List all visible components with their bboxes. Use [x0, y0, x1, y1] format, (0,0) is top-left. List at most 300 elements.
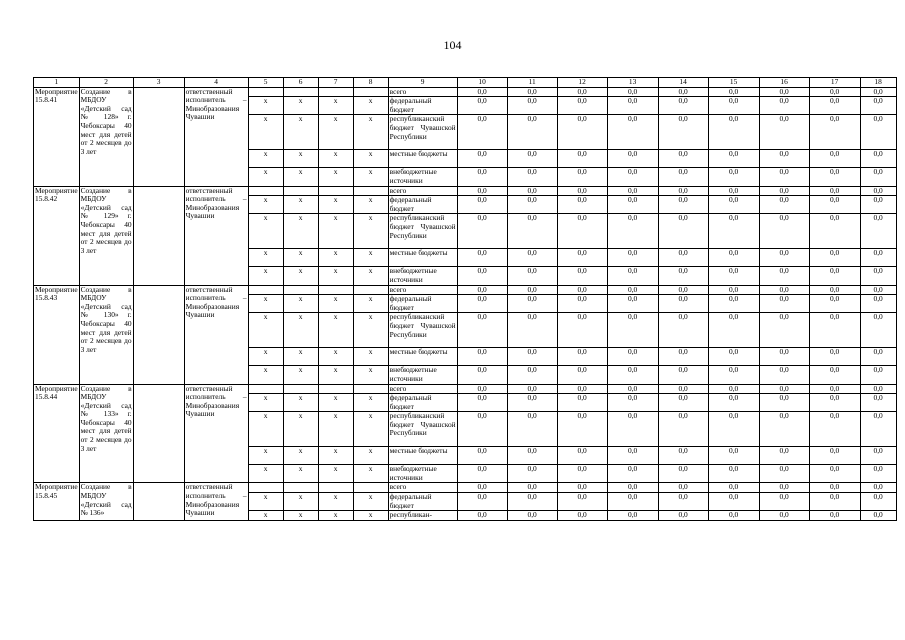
code-cell: х [283, 295, 318, 313]
code-cell: х [318, 493, 353, 511]
amount-cell: 0,0 [708, 394, 759, 412]
amount-cell: 0,0 [557, 97, 607, 115]
code-cell: х [318, 267, 353, 285]
code-cell: х [283, 348, 318, 366]
amount-cell: 0,0 [658, 168, 708, 186]
amount-cell: 0,0 [658, 115, 708, 150]
amount-cell: 0,0 [860, 465, 896, 483]
amount-cell: 0,0 [507, 214, 557, 249]
code-cell: х [248, 366, 283, 384]
amount-cell: 0,0 [457, 97, 507, 115]
amount-cell: 0,0 [759, 313, 809, 348]
amount-cell: 0,0 [860, 249, 896, 267]
code-cell: х [318, 412, 353, 447]
amount-cell: 0,0 [607, 465, 658, 483]
column-number-row [34, 78, 897, 88]
amount-cell: 0,0 [457, 313, 507, 348]
amount-cell: 0,0 [457, 366, 507, 384]
measure-name: Создание в МБДОУ «Детский сад № 130» г. Чебоксары 40 мест для детей от 2 месяцев до 3 лет [79, 285, 133, 384]
empty-cell [283, 87, 318, 97]
column-number: 1 [34, 78, 80, 88]
funding-source: местные бюджеты [388, 249, 457, 267]
amount-cell: 0,0 [809, 295, 860, 313]
amount-cell: 0,0 [860, 511, 896, 521]
amount-cell: 0,0 [507, 483, 557, 493]
empty-cell [318, 384, 353, 394]
table-row [34, 384, 897, 394]
code-cell: х [248, 493, 283, 511]
amount-cell: 0,0 [557, 366, 607, 384]
code-cell: х [248, 150, 283, 168]
amount-cell: 0,0 [708, 115, 759, 150]
code-cell: х [248, 97, 283, 115]
code-cell: х [353, 115, 388, 150]
measure-code: Мероприятие 15.8.42 [34, 186, 80, 285]
column-number: 9 [388, 78, 457, 88]
amount-cell: 0,0 [557, 285, 607, 295]
amount-cell: 0,0 [860, 295, 896, 313]
column-number: 10 [457, 78, 507, 88]
code-cell: х [353, 267, 388, 285]
amount-cell: 0,0 [860, 150, 896, 168]
amount-cell: 0,0 [607, 186, 658, 196]
empty-cell [283, 384, 318, 394]
code-cell: х [353, 366, 388, 384]
code-cell: х [318, 348, 353, 366]
amount-cell: 0,0 [557, 168, 607, 186]
amount-cell: 0,0 [809, 493, 860, 511]
amount-cell: 0,0 [759, 366, 809, 384]
amount-cell: 0,0 [557, 186, 607, 196]
amount-cell: 0,0 [507, 295, 557, 313]
amount-cell: 0,0 [457, 447, 507, 465]
code-cell: х [283, 115, 318, 150]
amount-cell: 0,0 [557, 384, 607, 394]
responsible-executor: ответственный исполнитель – Минобразования Чувашии [184, 483, 248, 520]
code-cell: х [283, 150, 318, 168]
table-row [34, 87, 897, 97]
amount-cell: 0,0 [708, 249, 759, 267]
code-cell: х [353, 447, 388, 465]
amount-cell: 0,0 [759, 384, 809, 394]
amount-cell: 0,0 [507, 196, 557, 214]
column-number: 7 [318, 78, 353, 88]
funding-source: федеральный бюджет [388, 394, 457, 412]
empty-cell [133, 483, 184, 520]
amount-cell: 0,0 [809, 465, 860, 483]
empty-cell [133, 384, 184, 483]
amount-cell: 0,0 [607, 447, 658, 465]
amount-cell: 0,0 [759, 493, 809, 511]
empty-cell [318, 87, 353, 97]
amount-cell: 0,0 [860, 366, 896, 384]
amount-cell: 0,0 [658, 150, 708, 168]
amount-cell: 0,0 [658, 465, 708, 483]
empty-cell [283, 285, 318, 295]
code-cell: х [283, 214, 318, 249]
amount-cell: 0,0 [708, 348, 759, 366]
amount-cell: 0,0 [708, 267, 759, 285]
code-cell: х [353, 214, 388, 249]
empty-cell [283, 483, 318, 493]
funding-source: республиканский бюджет Чувашской Республики [388, 115, 457, 150]
empty-cell [353, 384, 388, 394]
amount-cell: 0,0 [557, 412, 607, 447]
amount-cell: 0,0 [809, 447, 860, 465]
code-cell: х [353, 249, 388, 267]
amount-cell: 0,0 [708, 186, 759, 196]
amount-cell: 0,0 [557, 394, 607, 412]
amount-cell: 0,0 [457, 150, 507, 168]
amount-cell: 0,0 [759, 214, 809, 249]
amount-cell: 0,0 [457, 384, 507, 394]
code-cell: х [283, 267, 318, 285]
amount-cell: 0,0 [759, 348, 809, 366]
amount-cell: 0,0 [607, 115, 658, 150]
responsible-executor: ответственный исполнитель – Минобразования Чувашии [184, 285, 248, 384]
funding-source: внебюджетные источники [388, 366, 457, 384]
amount-cell: 0,0 [708, 493, 759, 511]
code-cell: х [283, 412, 318, 447]
amount-cell: 0,0 [457, 115, 507, 150]
amount-cell: 0,0 [860, 412, 896, 447]
empty-cell [133, 285, 184, 384]
amount-cell: 0,0 [607, 249, 658, 267]
amount-cell: 0,0 [607, 168, 658, 186]
funding-source: всего [388, 87, 457, 97]
amount-cell: 0,0 [658, 97, 708, 115]
empty-cell [248, 483, 283, 493]
amount-cell: 0,0 [658, 313, 708, 348]
column-number: 3 [133, 78, 184, 88]
empty-cell [353, 87, 388, 97]
amount-cell: 0,0 [557, 447, 607, 465]
code-cell: х [353, 313, 388, 348]
column-number: 11 [507, 78, 557, 88]
amount-cell: 0,0 [507, 447, 557, 465]
amount-cell: 0,0 [860, 483, 896, 493]
amount-cell: 0,0 [860, 394, 896, 412]
amount-cell: 0,0 [457, 412, 507, 447]
code-cell: х [283, 313, 318, 348]
amount-cell: 0,0 [457, 267, 507, 285]
amount-cell: 0,0 [557, 295, 607, 313]
amount-cell: 0,0 [507, 412, 557, 447]
amount-cell: 0,0 [457, 394, 507, 412]
amount-cell: 0,0 [860, 186, 896, 196]
amount-cell: 0,0 [809, 267, 860, 285]
amount-cell: 0,0 [507, 249, 557, 267]
amount-cell: 0,0 [708, 366, 759, 384]
funding-source: местные бюджеты [388, 447, 457, 465]
budget-table [33, 77, 897, 521]
amount-cell: 0,0 [708, 295, 759, 313]
code-cell: х [353, 295, 388, 313]
amount-cell: 0,0 [809, 511, 860, 521]
amount-cell: 0,0 [457, 214, 507, 249]
amount-cell: 0,0 [708, 447, 759, 465]
amount-cell: 0,0 [557, 196, 607, 214]
amount-cell: 0,0 [507, 285, 557, 295]
column-number: 12 [557, 78, 607, 88]
table-row [34, 483, 897, 493]
amount-cell: 0,0 [708, 384, 759, 394]
amount-cell: 0,0 [557, 511, 607, 521]
amount-cell: 0,0 [507, 384, 557, 394]
amount-cell: 0,0 [557, 493, 607, 511]
code-cell: х [248, 394, 283, 412]
amount-cell: 0,0 [759, 186, 809, 196]
amount-cell: 0,0 [507, 87, 557, 97]
code-cell: х [353, 168, 388, 186]
column-number: 6 [283, 78, 318, 88]
amount-cell: 0,0 [507, 394, 557, 412]
amount-cell: 0,0 [860, 313, 896, 348]
amount-cell: 0,0 [809, 313, 860, 348]
amount-cell: 0,0 [658, 267, 708, 285]
amount-cell: 0,0 [860, 87, 896, 97]
amount-cell: 0,0 [809, 196, 860, 214]
code-cell: х [318, 168, 353, 186]
amount-cell: 0,0 [759, 285, 809, 295]
code-cell: х [248, 168, 283, 186]
column-number: 14 [658, 78, 708, 88]
amount-cell: 0,0 [457, 87, 507, 97]
empty-cell [318, 285, 353, 295]
table-row [34, 186, 897, 196]
amount-cell: 0,0 [507, 348, 557, 366]
code-cell: х [248, 295, 283, 313]
amount-cell: 0,0 [557, 348, 607, 366]
code-cell: х [353, 97, 388, 115]
funding-source: федеральный бюджет [388, 493, 457, 511]
amount-cell: 0,0 [759, 150, 809, 168]
amount-cell: 0,0 [759, 97, 809, 115]
code-cell: х [353, 511, 388, 521]
amount-cell: 0,0 [457, 348, 507, 366]
code-cell: х [248, 267, 283, 285]
empty-cell [248, 384, 283, 394]
code-cell: х [248, 115, 283, 150]
code-cell: х [353, 394, 388, 412]
amount-cell: 0,0 [809, 168, 860, 186]
empty-cell [353, 285, 388, 295]
amount-cell: 0,0 [607, 295, 658, 313]
amount-cell: 0,0 [759, 465, 809, 483]
funding-source: внебюджетные источники [388, 465, 457, 483]
amount-cell: 0,0 [457, 249, 507, 267]
amount-cell: 0,0 [607, 285, 658, 295]
amount-cell: 0,0 [759, 412, 809, 447]
code-cell: х [318, 394, 353, 412]
amount-cell: 0,0 [809, 366, 860, 384]
amount-cell: 0,0 [759, 115, 809, 150]
code-cell: х [283, 196, 318, 214]
funding-source: федеральный бюджет [388, 295, 457, 313]
code-cell: х [353, 150, 388, 168]
amount-cell: 0,0 [809, 483, 860, 493]
funding-source: республиканский бюджет Чувашской Республики [388, 313, 457, 348]
empty-cell [353, 483, 388, 493]
empty-cell [248, 186, 283, 196]
amount-cell: 0,0 [607, 196, 658, 214]
code-cell: х [283, 465, 318, 483]
amount-cell: 0,0 [708, 97, 759, 115]
amount-cell: 0,0 [708, 285, 759, 295]
empty-cell [133, 186, 184, 285]
funding-source: всего [388, 483, 457, 493]
responsible-executor: ответственный исполнитель – Минобразования Чувашии [184, 186, 248, 285]
table-row [34, 285, 897, 295]
funding-source: внебюджетные источники [388, 267, 457, 285]
amount-cell: 0,0 [457, 168, 507, 186]
funding-source: республикан- [388, 511, 457, 521]
funding-source: федеральный бюджет [388, 196, 457, 214]
code-cell: х [353, 348, 388, 366]
amount-cell: 0,0 [809, 150, 860, 168]
amount-cell: 0,0 [759, 168, 809, 186]
amount-cell: 0,0 [809, 214, 860, 249]
code-cell: х [353, 493, 388, 511]
amount-cell: 0,0 [507, 493, 557, 511]
amount-cell: 0,0 [658, 384, 708, 394]
funding-source: федеральный бюджет [388, 97, 457, 115]
amount-cell: 0,0 [607, 348, 658, 366]
funding-source: всего [388, 186, 457, 196]
empty-cell [318, 186, 353, 196]
amount-cell: 0,0 [457, 465, 507, 483]
amount-cell: 0,0 [809, 348, 860, 366]
amount-cell: 0,0 [507, 168, 557, 186]
amount-cell: 0,0 [658, 87, 708, 97]
amount-cell: 0,0 [658, 249, 708, 267]
column-number: 15 [708, 78, 759, 88]
amount-cell: 0,0 [658, 295, 708, 313]
empty-cell [353, 186, 388, 196]
amount-cell: 0,0 [860, 196, 896, 214]
amount-cell: 0,0 [658, 285, 708, 295]
amount-cell: 0,0 [860, 447, 896, 465]
code-cell: х [248, 511, 283, 521]
funding-source: всего [388, 384, 457, 394]
amount-cell: 0,0 [457, 493, 507, 511]
code-cell: х [318, 115, 353, 150]
amount-cell: 0,0 [759, 295, 809, 313]
empty-cell [283, 186, 318, 196]
code-cell: х [248, 348, 283, 366]
amount-cell: 0,0 [759, 249, 809, 267]
empty-cell [248, 87, 283, 97]
code-cell: х [283, 493, 318, 511]
code-cell: х [318, 196, 353, 214]
amount-cell: 0,0 [708, 150, 759, 168]
amount-cell: 0,0 [557, 214, 607, 249]
amount-cell: 0,0 [457, 186, 507, 196]
funding-source: местные бюджеты [388, 150, 457, 168]
amount-cell: 0,0 [809, 249, 860, 267]
empty-cell [133, 87, 184, 186]
column-number: 2 [79, 78, 133, 88]
amount-cell: 0,0 [860, 267, 896, 285]
funding-source: республиканский бюджет Чувашской Республики [388, 214, 457, 249]
amount-cell: 0,0 [557, 483, 607, 493]
amount-cell: 0,0 [457, 511, 507, 521]
amount-cell: 0,0 [607, 267, 658, 285]
code-cell: х [318, 465, 353, 483]
amount-cell: 0,0 [658, 511, 708, 521]
code-cell: х [283, 97, 318, 115]
code-cell: х [283, 447, 318, 465]
funding-source: местные бюджеты [388, 348, 457, 366]
code-cell: х [248, 313, 283, 348]
amount-cell: 0,0 [860, 285, 896, 295]
amount-cell: 0,0 [557, 465, 607, 483]
code-cell: х [248, 214, 283, 249]
column-number: 5 [248, 78, 283, 88]
code-cell: х [283, 168, 318, 186]
amount-cell: 0,0 [809, 394, 860, 412]
amount-cell: 0,0 [557, 87, 607, 97]
amount-cell: 0,0 [809, 186, 860, 196]
amount-cell: 0,0 [507, 313, 557, 348]
amount-cell: 0,0 [809, 285, 860, 295]
amount-cell: 0,0 [860, 493, 896, 511]
code-cell: х [283, 366, 318, 384]
amount-cell: 0,0 [860, 97, 896, 115]
amount-cell: 0,0 [557, 267, 607, 285]
amount-cell: 0,0 [607, 412, 658, 447]
measure-code: Мероприятие 15.8.44 [34, 384, 80, 483]
empty-cell [248, 285, 283, 295]
amount-cell: 0,0 [607, 493, 658, 511]
amount-cell: 0,0 [658, 214, 708, 249]
empty-cell [318, 483, 353, 493]
amount-cell: 0,0 [708, 168, 759, 186]
measure-code: Мероприятие 15.8.43 [34, 285, 80, 384]
amount-cell: 0,0 [507, 150, 557, 168]
amount-cell: 0,0 [759, 196, 809, 214]
amount-cell: 0,0 [759, 511, 809, 521]
amount-cell: 0,0 [607, 214, 658, 249]
amount-cell: 0,0 [708, 465, 759, 483]
code-cell: х [283, 249, 318, 267]
amount-cell: 0,0 [607, 366, 658, 384]
amount-cell: 0,0 [860, 214, 896, 249]
column-number: 16 [759, 78, 809, 88]
amount-cell: 0,0 [507, 366, 557, 384]
amount-cell: 0,0 [507, 97, 557, 115]
amount-cell: 0,0 [557, 115, 607, 150]
column-number: 17 [809, 78, 860, 88]
amount-cell: 0,0 [557, 249, 607, 267]
amount-cell: 0,0 [507, 186, 557, 196]
amount-cell: 0,0 [607, 511, 658, 521]
amount-cell: 0,0 [860, 384, 896, 394]
amount-cell: 0,0 [658, 196, 708, 214]
measure-name: Создание в МБДОУ «Детский сад № 133» г. Чебоксары 40 мест для детей от 2 месяцев до 3 лет [79, 384, 133, 483]
code-cell: х [248, 447, 283, 465]
responsible-executor: ответственный исполнитель – Минобразования Чувашии [184, 87, 248, 186]
amount-cell: 0,0 [507, 115, 557, 150]
amount-cell: 0,0 [809, 97, 860, 115]
amount-cell: 0,0 [809, 384, 860, 394]
amount-cell: 0,0 [457, 483, 507, 493]
responsible-executor: ответственный исполнитель – Минобразования Чувашии [184, 384, 248, 483]
amount-cell: 0,0 [607, 483, 658, 493]
funding-source: всего [388, 285, 457, 295]
code-cell: х [248, 412, 283, 447]
amount-cell: 0,0 [507, 511, 557, 521]
